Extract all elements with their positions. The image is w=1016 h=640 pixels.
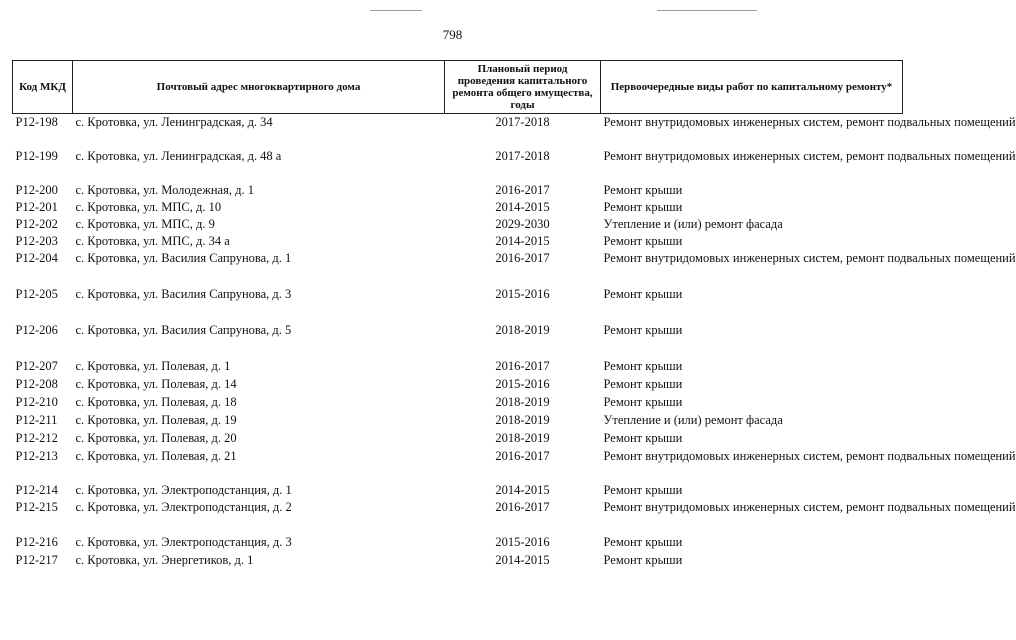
- cell-works: Утепление и (или) ремонт фасада: [603, 412, 783, 427]
- cell-period: 2015-2016: [495, 376, 550, 391]
- page-number: 798: [442, 27, 463, 42]
- cell-works: Ремонт внутридомовых инженерных систем, ремонт подвальных помещений: [603, 115, 1016, 129]
- cell-address: с. Кротовка, ул. Василия Сапрунова, д. 1: [75, 250, 292, 265]
- cell-address: с. Кротовка, ул. Электроподстанция, д. 1: [75, 482, 292, 497]
- cell-code: Р12-208: [15, 376, 58, 391]
- header-code: Код МКД: [13, 61, 73, 114]
- cell-works: Ремонт внутридомовых инженерных систем, ремонт подвальных помещений: [603, 499, 1016, 514]
- cell-code: Р12-204: [15, 250, 58, 265]
- table-row: [13, 482, 903, 499]
- cell-address: с. Кротовка, ул. Полевая, д. 20: [75, 430, 237, 445]
- cell-works: Утепление и (или) ремонт фасада: [603, 216, 783, 231]
- cell-works: Ремонт крыши: [603, 482, 683, 497]
- cell-works: Ремонт крыши: [603, 534, 683, 549]
- cell-works: Ремонт крыши: [603, 322, 683, 337]
- cell-period: 2018-2019: [495, 394, 550, 409]
- cell-works: Ремонт внутридомовых инженерных систем, ремонт подвальных помещений: [603, 148, 1016, 163]
- table-row: [13, 534, 903, 552]
- table-row: [13, 199, 903, 216]
- cell-address: с. Кротовка, ул. Полевая, д. 21: [75, 448, 237, 463]
- cell-address: с. Кротовка, ул. Электроподстанция, д. 3: [75, 534, 292, 549]
- cell-code: Р12-212: [15, 430, 58, 445]
- cell-period: 2016-2017: [495, 499, 550, 514]
- cell-works: Ремонт крыши: [603, 199, 683, 214]
- table-row: [13, 448, 903, 482]
- header-address: Почтовый адрес многоквартирного дома: [73, 61, 445, 114]
- cell-address: с. Кротовка, ул. Полевая, д. 19: [75, 412, 237, 427]
- cell-period: 2017-2018: [495, 115, 550, 129]
- cell-address: с. Кротовка, ул. Электроподстанция, д. 2: [75, 499, 292, 514]
- cell-address: с. Кротовка, ул. Полевая, д. 14: [75, 376, 237, 391]
- cell-address: с. Кротовка, ул. Василия Сапрунова, д. 3: [75, 286, 292, 301]
- cell-code: Р12-206: [15, 322, 58, 337]
- cell-works: Ремонт крыши: [603, 430, 683, 445]
- cell-works: Ремонт крыши: [603, 394, 683, 409]
- table-row: [13, 358, 903, 376]
- table-row: [13, 114, 903, 148]
- cell-code: Р12-217: [15, 552, 58, 567]
- cell-period: 2016-2017: [495, 182, 550, 197]
- cell-code: Р12-211: [15, 412, 58, 427]
- cell-code: Р12-215: [15, 499, 58, 514]
- cell-code: Р12-213: [15, 448, 58, 463]
- cell-period: 2014-2015: [495, 552, 550, 567]
- capital-repair-table: [12, 60, 1016, 570]
- table-row: [13, 286, 903, 322]
- cell-code: Р12-201: [15, 199, 58, 214]
- cell-code: Р12-207: [15, 358, 58, 373]
- cell-code: Р12-214: [15, 482, 58, 497]
- cell-period: 2014-2015: [495, 482, 550, 497]
- scan-artifact-line: [370, 10, 422, 11]
- cell-works: Ремонт внутридомовых инженерных систем, ремонт подвальных помещений: [603, 250, 1016, 265]
- table-row: [13, 250, 903, 286]
- cell-period: 2014-2015: [495, 199, 550, 214]
- cell-code: Р12-216: [15, 534, 58, 549]
- table-row: [13, 430, 903, 448]
- cell-address: с. Кротовка, ул. МПС, д. 9: [75, 216, 215, 231]
- cell-period: 2029-2030: [495, 216, 550, 231]
- table-row: [13, 552, 903, 570]
- cell-period: 2018-2019: [495, 412, 550, 427]
- table-row: [13, 322, 903, 358]
- cell-period: 2016-2017: [495, 250, 550, 265]
- cell-period: 2015-2016: [495, 534, 550, 549]
- cell-period: 2014-2015: [495, 233, 550, 248]
- cell-address: с. Кротовка, ул. МПС, д. 34 а: [75, 233, 230, 248]
- cell-code: Р12-199: [15, 148, 58, 163]
- cell-period: 2015-2016: [495, 286, 550, 301]
- cell-address: с. Кротовка, ул. Энергетиков, д. 1: [75, 552, 254, 567]
- cell-works: Ремонт крыши: [603, 182, 683, 197]
- cell-code: Р12-198: [15, 115, 58, 129]
- cell-works: Ремонт крыши: [603, 358, 683, 373]
- table-row: [13, 216, 903, 233]
- scan-artifact-line: [657, 10, 757, 11]
- cell-address: с. Кротовка, ул. Молодежная, д. 1: [75, 182, 254, 197]
- cell-period: 2018-2019: [495, 322, 550, 337]
- table-row: [13, 412, 903, 430]
- table-header-row: [13, 61, 903, 114]
- cell-address: с. Кротовка, ул. МПС, д. 10: [75, 199, 222, 214]
- cell-works: Ремонт крыши: [603, 552, 683, 567]
- cell-address: с. Кротовка, ул. Ленинградская, д. 48 а: [75, 148, 282, 163]
- table-row: [13, 499, 903, 534]
- cell-code: Р12-205: [15, 286, 58, 301]
- cell-code: Р12-202: [15, 216, 58, 231]
- table-row: [13, 376, 903, 394]
- table-row: [13, 394, 903, 412]
- cell-address: с. Кротовка, ул. Василия Сапрунова, д. 5: [75, 322, 292, 337]
- cell-works: Ремонт крыши: [603, 376, 683, 391]
- cell-works: Ремонт внутридомовых инженерных систем, ремонт подвальных помещений: [603, 448, 1016, 463]
- header-works: Первоочередные виды работ по капитальному ремонту*: [601, 61, 903, 114]
- table-row: [13, 182, 903, 199]
- cell-works: Ремонт крыши: [603, 286, 683, 301]
- cell-period: 2016-2017: [495, 358, 550, 373]
- cell-address: с. Кротовка, ул. Ленинградская, д. 34: [75, 115, 273, 129]
- header-period: Плановый период проведения капитального ремонта общего имущества, годы: [445, 61, 601, 114]
- cell-code: Р12-210: [15, 394, 58, 409]
- table-body: [13, 114, 1016, 570]
- cell-works: Ремонт крыши: [603, 233, 683, 248]
- cell-period: 2018-2019: [495, 430, 550, 445]
- cell-address: с. Кротовка, ул. Полевая, д. 18: [75, 394, 237, 409]
- cell-period: 2017-2018: [495, 148, 550, 163]
- table-row: [13, 233, 903, 250]
- cell-code: Р12-203: [15, 233, 58, 248]
- cell-code: Р12-200: [15, 182, 58, 197]
- cell-address: с. Кротовка, ул. Полевая, д. 1: [75, 358, 231, 373]
- table-row: [13, 148, 903, 182]
- cell-period: 2016-2017: [495, 448, 550, 463]
